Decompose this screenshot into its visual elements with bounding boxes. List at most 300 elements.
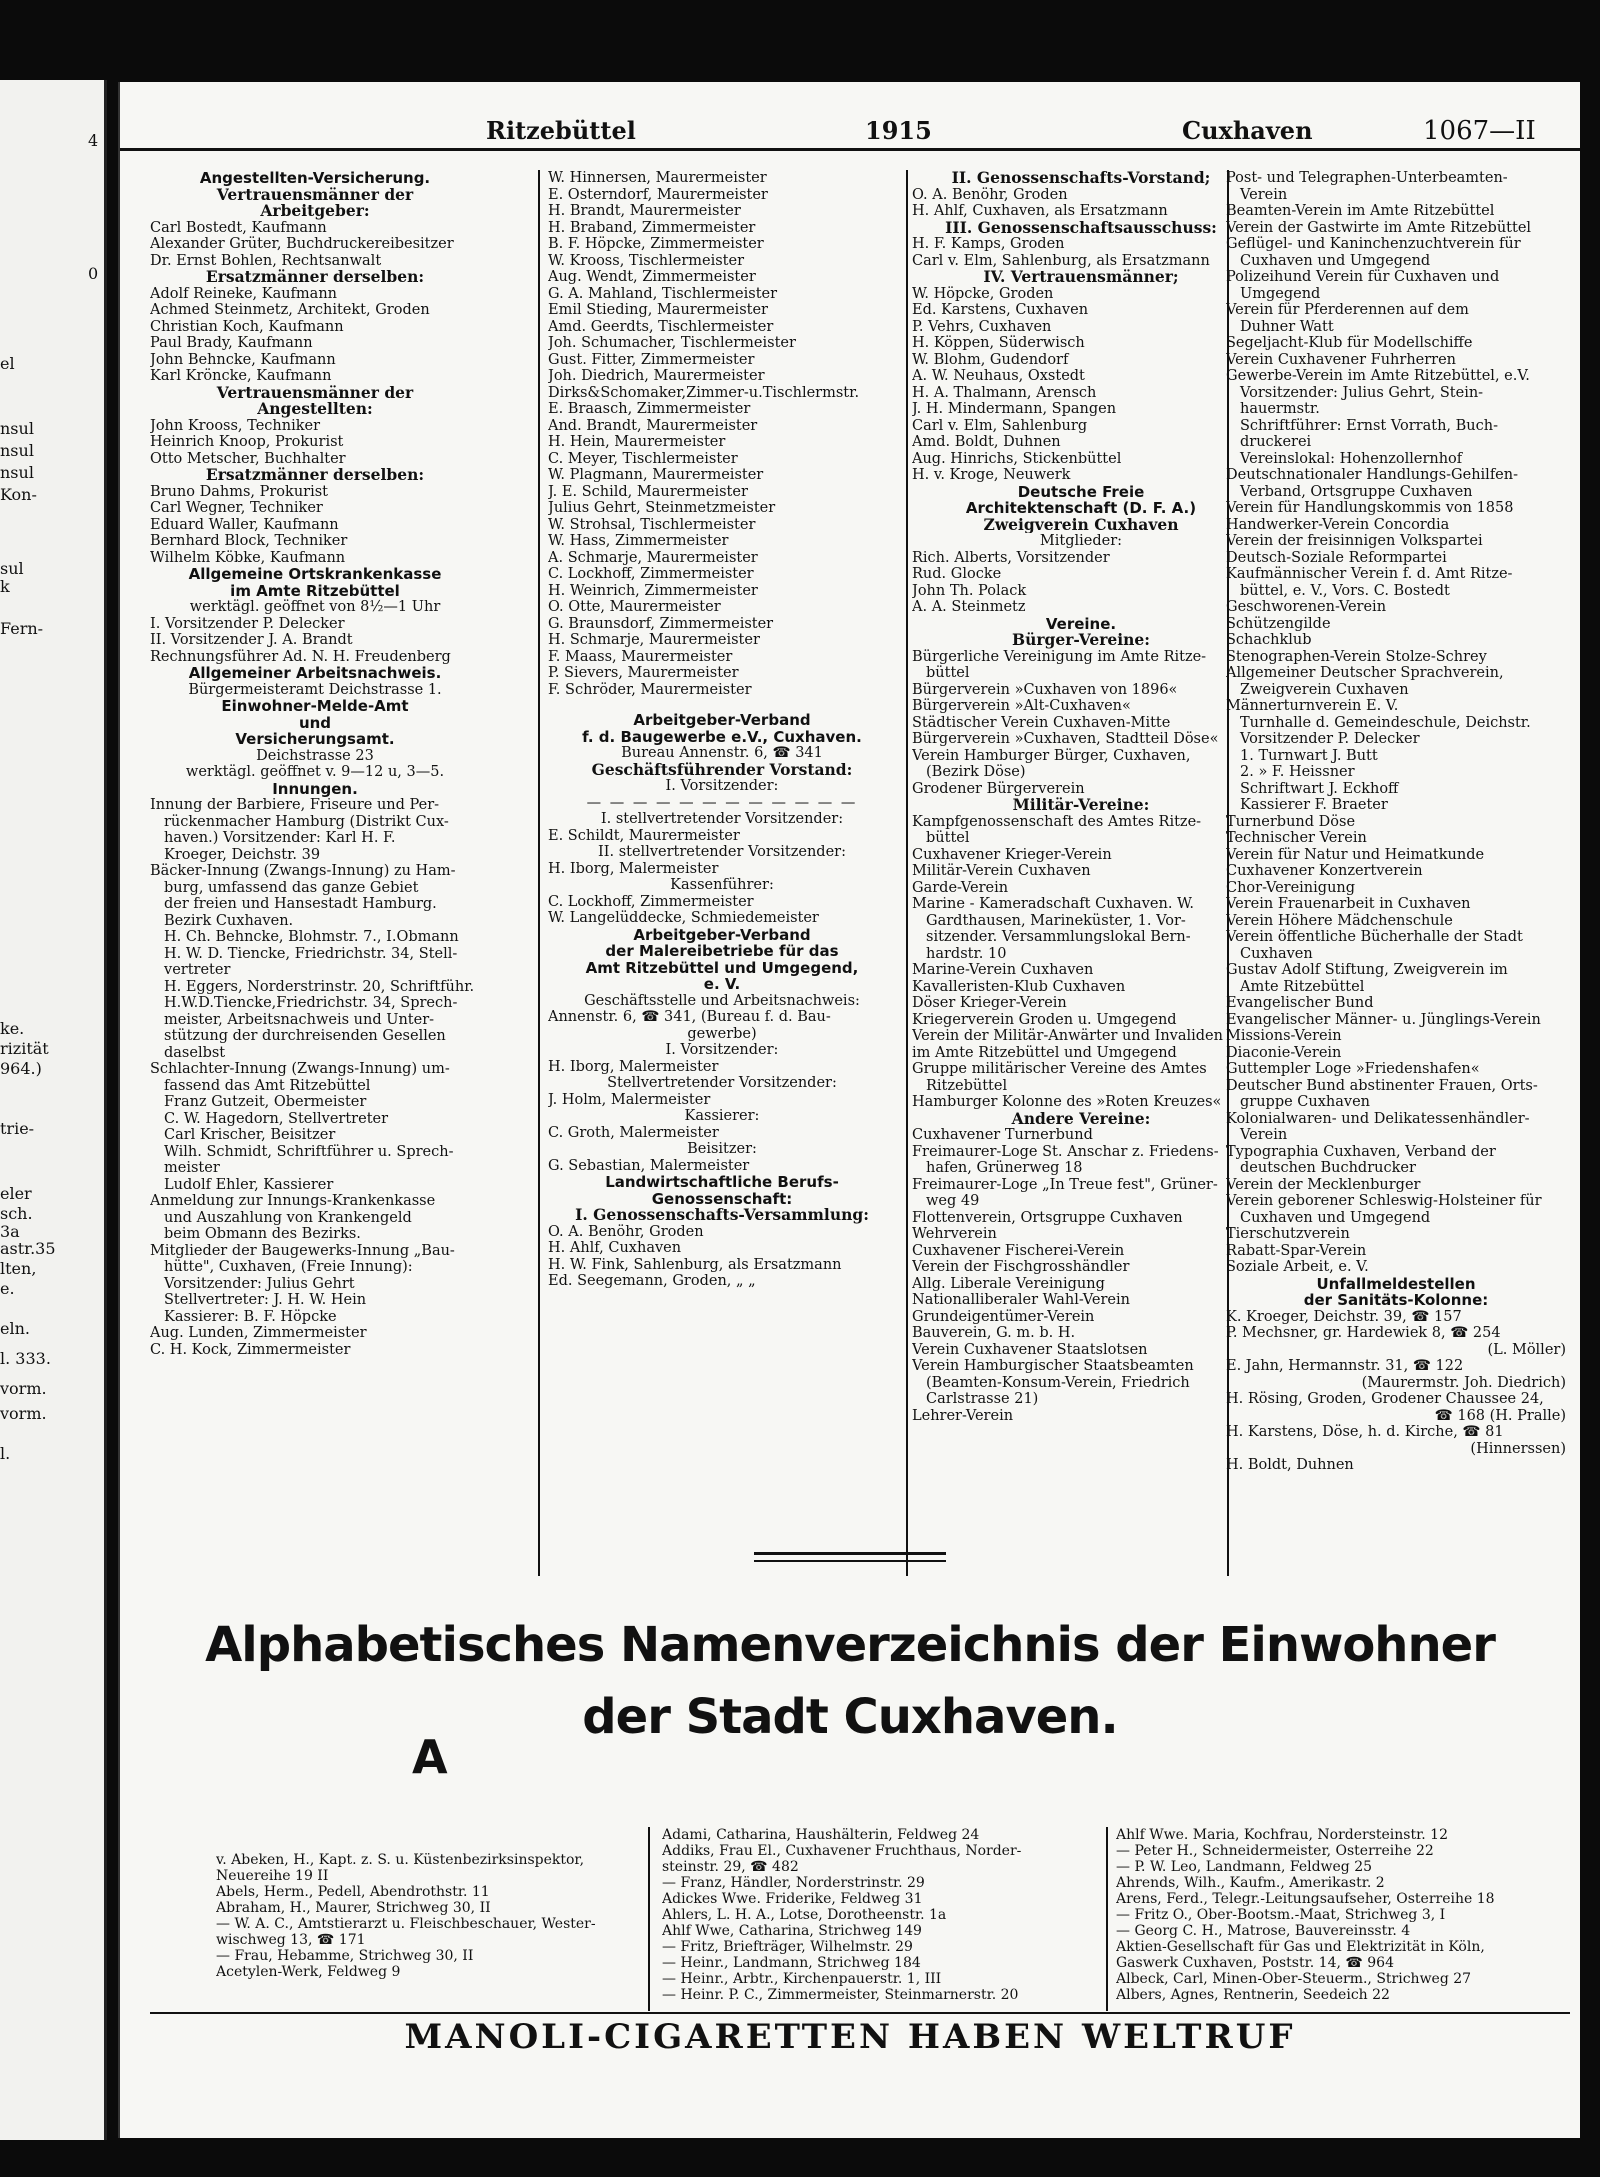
directory-entry: Grodener Bürgerverein: [912, 780, 1085, 797]
directory-entry: I. stellvertretender Vorsitzender:: [600, 811, 844, 827]
directory-entry: deutschen Buchdrucker: [1240, 1160, 1416, 1176]
directory-entry: O. A. Benöhr, Groden: [548, 1223, 704, 1240]
directory-entry: Gustav Adolf Stiftung, Zweigverein im: [1226, 962, 1508, 978]
directory-entry: (Beamten-Konsum-Verein, Friedrich: [926, 1374, 1190, 1391]
section-heading: Einwohner-Melde-Amt: [221, 698, 409, 715]
margin-fragment: vorm.: [0, 1404, 47, 1423]
directory-entry: W. Strohsal, Tischlermeister: [548, 516, 756, 533]
section-heading: Allgemeiner Arbeitsnachweis.: [188, 665, 442, 682]
directory-entry: Verein Hamburger Bürger, Cuxhaven,: [912, 747, 1191, 764]
directory-entry: Verein: [1240, 1127, 1288, 1143]
directory-entry: [548, 698, 896, 712]
section-heading: Ersatzmänner derselben:: [205, 467, 425, 484]
directory-entry: — Frau, Hebamme, Strichweg 30, II: [216, 1948, 474, 1964]
directory-entry: daselbst: [164, 1044, 226, 1061]
directory-entry: Duhner Watt: [1240, 318, 1334, 335]
directory-entry: H. Hein, Maurermeister: [548, 434, 726, 450]
left-page-edge: [0, 80, 107, 2140]
directory-entry: Hamburger Kolonne des »Roten Kreuzes«: [912, 1094, 1222, 1110]
directory-entry: Garde-Verein: [912, 879, 1009, 896]
directory-entry: Anmeldung zur Innungs-Krankenkasse: [150, 1193, 436, 1209]
column-divider: [906, 170, 908, 1576]
margin-fragment: nsul: [0, 441, 34, 460]
directory-entry: Verein für Natur und Heimatkunde: [1226, 846, 1485, 863]
directory-entry: Schachklub: [1226, 632, 1312, 648]
directory-entry: 2. » F. Heissner: [1240, 764, 1355, 780]
directory-entry: Verein der Gastwirte im Amte Ritzebüttel: [1226, 219, 1532, 236]
directory-entry: Verein Frauenarbeit in Cuxhaven: [1226, 896, 1471, 912]
directory-entry: Joh. Diedrich, Maurermeister: [548, 368, 765, 384]
directory-entry: Tierschutzverein: [1226, 1226, 1350, 1242]
directory-entry: Turnhalle d. Gemeindeschule, Deichstr.: [1240, 714, 1531, 731]
section-heading: im Amte Ritzebüttel: [230, 582, 400, 599]
directory-entry: Bezirk Cuxhaven.: [164, 912, 294, 929]
directory-entry: Geschworenen-Verein: [1226, 599, 1387, 615]
directory-entry: G. A. Mahland, Tischlermeister: [548, 285, 778, 302]
directory-entry: sitzender. Versammlungslokal Bern-: [926, 929, 1191, 945]
directory-entry: I. Vorsitzender:: [665, 1042, 779, 1058]
directory-entry: Albeck, Carl, Minen-Ober-Steuerm., Strichweg 27: [1116, 1971, 1472, 1987]
directory-entry: büttel, e. V., Vors. C. Bostedt: [1240, 582, 1450, 599]
directory-entry: W. Langelüddecke, Schmiedemeister: [548, 910, 819, 926]
directory-entry: Freimaurer-Loge „In Treue fest", Grüner-: [912, 1176, 1218, 1193]
directory-entry: F. Schröder, Maurermeister: [548, 681, 752, 698]
directory-entry: (Maurermstr. Joh. Diedrich): [1361, 1374, 1566, 1391]
directory-entry: Geflügel- und Kaninchenzuchtverein für: [1226, 236, 1521, 252]
margin-fragment: el: [0, 354, 15, 373]
directory-entry: Aug. Hinrichs, Stickenbüttel: [912, 450, 1122, 467]
directory-entry: P. Sievers, Maurermeister: [548, 665, 739, 681]
directory-entry: A. W. Neuhaus, Oxstedt: [912, 368, 1085, 384]
directory-entry: Bruno Dahms, Prokurist: [150, 483, 329, 500]
directory-entry: gruppe Cuxhaven: [1240, 1094, 1371, 1110]
directory-entry: Franz Gutzeit, Obermeister: [164, 1094, 367, 1110]
directory-entry: I. Vorsitzender:: [665, 778, 779, 794]
directory-entry: Ahlers, L. H. A., Lotse, Dorotheenstr. 1a: [662, 1907, 947, 1923]
section-heading: Versicherungsamt.: [235, 731, 395, 748]
directory-entry: Rud. Glocke: [912, 566, 1002, 582]
directory-entry: — P. W. Leo, Landmann, Feldweg 25: [1116, 1859, 1373, 1875]
section-heading: Allgemeine Ortskrankenkasse: [188, 566, 442, 583]
section-heading: f. d. Baugewerbe e.V., Cuxhaven.: [582, 728, 862, 745]
directory-entry: Guttempler Loge »Friedenshafen«: [1226, 1061, 1480, 1077]
directory-entry: (Bezirk Döse): [926, 764, 1026, 780]
directory-entry: Bürgerliche Vereinigung im Amte Ritze-: [912, 648, 1207, 665]
directory-entry: W. Hass, Zimmermeister: [548, 533, 729, 549]
directory-entry: Cuxhavener Turnerbund: [912, 1127, 1093, 1143]
directory-entry: H. Köppen, Süderwisch: [912, 335, 1085, 351]
directory-entry: meister: [164, 1160, 220, 1176]
directory-entry: Bäcker-Innung (Zwangs-Innung) zu Ham-: [150, 863, 456, 879]
directory-entry: Verein für Handlungskommis von 1858: [1226, 500, 1514, 516]
section-heading: Zweigverein Cuxhaven: [983, 516, 1179, 533]
directory-entry: II. stellvertretender Vorsitzender:: [598, 844, 846, 860]
directory-entry: Segeljacht-Klub für Modellschiffe: [1226, 335, 1473, 351]
directory-entry: G. Sebastian, Malermeister: [548, 1157, 750, 1174]
margin-fragment: eler: [0, 1184, 32, 1203]
directory-entry: Cuxhaven und Umgegend: [1240, 1209, 1431, 1226]
directory-entry: Zweigverein Cuxhaven: [1240, 681, 1409, 698]
section-letter: A: [412, 1730, 448, 1784]
directory-entry: Carl Krischer, Beisitzer: [164, 1127, 336, 1143]
directory-entry: Cuxhavener Konzertverein: [1226, 863, 1423, 879]
directory-entry: C. Lockhoff, Zimmermeister: [548, 893, 754, 910]
directory-entry: Aug. Lunden, Zimmermeister: [150, 1325, 367, 1341]
directory-entry: H. Schmarje, Maurermeister: [548, 632, 760, 648]
directory-entry: Gardthausen, Marineküster, 1. Vor-: [926, 912, 1186, 929]
section-heading: Vertrauensmänner der: [216, 384, 414, 401]
directory-entry: C. H. Kock, Zimmermeister: [150, 1341, 351, 1358]
margin-fragment: vorm.: [0, 1379, 47, 1398]
directory-entry: Rechnungsführer Ad. N. H. Freudenberg: [150, 648, 451, 665]
directory-entry: J. E. Schild, Maurermeister: [548, 483, 748, 500]
directory-entry: Gruppe militärischer Vereine des Amtes: [912, 1061, 1207, 1077]
directory-entry: I. Vorsitzender P. Delecker: [150, 615, 345, 632]
directory-entry: Verein Cuxhavener Staatslotsen: [912, 1341, 1148, 1358]
directory-entry: Bürgerverein »Cuxhaven von 1896«: [912, 681, 1178, 698]
directory-entry: H. Boldt, Duhnen: [1226, 1457, 1354, 1473]
directory-entry: Polizeihund Verein für Cuxhaven und: [1226, 269, 1500, 285]
directory-entry: Lehrer-Verein: [912, 1407, 1014, 1424]
directory-entry: Julius Gehrt, Steinmetzmeister: [548, 500, 776, 516]
directory-entry: steinstr. 29, ☎ 482: [662, 1859, 799, 1875]
directory-entry: Deutschnationaler Handlungs-Gehilfen-: [1226, 467, 1519, 483]
directory-entry: H. Rösing, Groden, Grodener Chaussee 24,: [1226, 1391, 1544, 1407]
directory-entry: H. Iborg, Malermeister: [548, 860, 719, 877]
directory-entry: Typographia Cuxhaven, Verband der: [1226, 1143, 1496, 1160]
directory-entry: Gaswerk Cuxhaven, Poststr. 14, ☎ 964: [1116, 1955, 1394, 1971]
index-title-line-2: der Stadt Cuxhaven.: [582, 1689, 1118, 1745]
directory-entry: Gewerbe-Verein im Amte Ritzebüttel, e.V.: [1226, 368, 1530, 384]
directory-entry: H. Ahlf, Cuxhaven: [548, 1240, 682, 1256]
section-heading: Arbeitgeber-Verband: [633, 926, 811, 943]
directory-entry: G. Braunsdorf, Zimmermeister: [548, 615, 774, 632]
column-1: [150, 170, 480, 1358]
directory-entry: Mitglieder:: [1039, 533, 1123, 549]
directory-entry: Rabatt-Spar-Verein: [1226, 1242, 1367, 1259]
section-heading: Arbeitgeber-Verband: [633, 712, 811, 729]
margin-fragment: 964.): [0, 1059, 42, 1078]
section-heading: Architektenschaft (D. F. A.): [965, 500, 1197, 517]
directory-entry: büttel: [926, 830, 970, 846]
directory-entry: Adickes Wwe. Friderike, Feldweg 31: [662, 1891, 923, 1907]
directory-entry: Kampfgenossenschaft des Amtes Ritze-: [912, 813, 1202, 830]
directory-entry: (Hinnerssen): [1470, 1440, 1566, 1457]
directory-entry: Verein: [1240, 186, 1288, 203]
margin-fragment: trie-: [0, 1119, 35, 1138]
directory-entry: Umgegend: [1240, 285, 1321, 302]
margin-fragment: 0: [88, 264, 99, 283]
directory-entry: H. Ch. Behncke, Blohmstr. 7., I.Obmann: [164, 929, 459, 945]
directory-entry: büttel: [926, 665, 970, 681]
directory-entry: Ed. Seegemann, Groden, „ „: [548, 1273, 756, 1289]
column-4: [1226, 170, 1566, 1474]
directory-entry: Verein der Militär-Anwärter und Invaliden: [912, 1028, 1223, 1044]
directory-entry: Schützengilde: [1226, 615, 1331, 632]
directory-entry: O. A. Benöhr, Groden: [912, 186, 1068, 203]
directory-entry: Kaufmännischer Verein f. d. Amt Ritze-: [1226, 566, 1513, 582]
directory-entry: Mitglieder der Baugewerks-Innung „Bau-: [150, 1242, 455, 1259]
directory-entry: Karl Kröncke, Kaufmann: [150, 368, 332, 384]
directory-entry: weg 49: [926, 1193, 980, 1209]
directory-entry: Verein der freisinnigen Volkspartei: [1226, 533, 1483, 549]
directory-entry: — Fritz, Briefträger, Wilhelmstr. 29: [662, 1939, 913, 1955]
directory-entry: Männerturnverein E. V.: [1226, 698, 1399, 714]
directory-entry: Verein Höhere Mädchenschule: [1226, 912, 1453, 929]
margin-fragment: nsul: [0, 463, 34, 482]
directory-entry: Missions-Verein: [1226, 1028, 1342, 1044]
directory-entry: Aktien-Gesellschaft für Gas und Elektrizität in Köln,: [1116, 1939, 1485, 1955]
directory-entry: Deichstrasse 23: [256, 747, 374, 764]
directory-entry: C. Lockhoff, Zimmermeister: [548, 566, 754, 582]
directory-entry: gewerbe): [687, 1025, 757, 1042]
directory-entry: Arens, Ferd., Telegr.-Leitungsaufseher, Osterreihe 18: [1116, 1891, 1495, 1907]
directory-entry: Paul Brady, Kaufmann: [150, 335, 313, 351]
directory-entry: Addiks, Frau El., Cuxhavener Fruchthaus, Norder-: [662, 1843, 1022, 1859]
margin-fragment: ke.: [0, 1019, 25, 1038]
directory-entry: Nationalliberaler Wahl-Verein: [912, 1292, 1130, 1308]
directory-entry: Marine - Kameradschaft Cuxhaven. W.: [912, 896, 1195, 912]
margin-fragment: nsul: [0, 419, 34, 438]
section-heading: Landwirtschaftliche Berufs-: [605, 1174, 839, 1191]
directory-entry: H. W. Fink, Sahlenburg, als Ersatzmann: [548, 1256, 842, 1273]
directory-entry: hafen, Grünerweg 18: [926, 1160, 1083, 1176]
directory-entry: Emil Stieding, Maurermeister: [548, 302, 768, 318]
margin-fragment: 4: [88, 131, 99, 150]
directory-entry: Cuxhaven und Umgegend: [1240, 252, 1431, 269]
directory-entry: hardstr. 10: [926, 945, 1007, 962]
margin-fragment: l. 333.: [0, 1349, 51, 1368]
directory-entry: Achmed Steinmetz, Architekt, Groden: [150, 302, 430, 318]
section-heading: I. Genossenschafts-Versammlung:: [575, 1207, 869, 1224]
directory-entry: Ahrends, Wilh., Kaufm., Amerikastr. 2: [1116, 1875, 1385, 1891]
directory-entry: Döser Krieger-Verein: [912, 995, 1067, 1011]
directory-entry: H. W. D. Tiencke, Friedrichstr. 34, Stell-: [164, 945, 458, 962]
directory-entry: Post- und Telegraphen-Unterbeamten-: [1226, 170, 1508, 186]
directory-entry: Kroeger, Deichstr. 39: [164, 846, 321, 863]
directory-entry: vertreter: [164, 962, 231, 978]
directory-entry: druckerei: [1240, 434, 1312, 450]
margin-fragment: rizität: [0, 1039, 49, 1058]
margin-fragment: Kon-: [0, 485, 37, 504]
section-heading: der Sanitäts-Kolonne:: [1303, 1292, 1489, 1309]
directory-entry: wischweg 13, ☎ 171: [216, 1932, 366, 1948]
directory-entry: — — — — — — — — — — — —: [586, 794, 858, 811]
directory-entry: Verein der Mecklenburger: [1226, 1176, 1421, 1193]
directory-entry: H. Iborg, Malermeister: [548, 1058, 719, 1075]
advertisement: MANOLI-CIGARETTEN HABEN WELTRUF: [404, 2017, 1296, 2057]
directory-entry: Freimaurer-Loge St. Anschar z. Friedens-: [912, 1143, 1219, 1160]
directory-entry: Verein für Pferderennen auf dem: [1226, 302, 1469, 318]
margin-fragment: l.: [0, 1444, 11, 1463]
section-heading: Militär-Vereine:: [1012, 797, 1150, 814]
directory-entry: II. Vorsitzender J. A. Brandt: [150, 632, 353, 648]
directory-entry: Adolf Reineke, Kaufmann: [150, 285, 337, 302]
directory-entry: Soziale Arbeit, e. V.: [1226, 1259, 1369, 1275]
directory-entry: burg, umfassend das ganze Gebiet: [164, 879, 419, 896]
directory-page: [118, 82, 1580, 2138]
directory-entry: A. A. Steinmetz: [912, 599, 1026, 615]
margin-fragment: astr.35: [0, 1239, 56, 1258]
separator-rule: [754, 1560, 946, 1562]
directory-entry: — Franz, Händler, Norderstrinstr. 29: [662, 1875, 925, 1891]
directory-entry: Militär-Verein Cuxhaven: [912, 863, 1091, 879]
directory-entry: Gust. Fitter, Zimmermeister: [548, 351, 755, 368]
column-divider: [648, 1827, 650, 2011]
directory-entry: Diaconie-Verein: [1226, 1044, 1342, 1061]
directory-entry: Kriegerverein Groden u. Umgegend: [912, 1011, 1177, 1028]
directory-entry: O. Otte, Maurermeister: [548, 599, 721, 615]
directory-entry: Verband, Ortsgruppe Cuxhaven: [1240, 483, 1473, 500]
directory-entry: — Heinr., Arbtr., Kirchenpauerstr. 1, III: [662, 1971, 942, 1987]
header-left: Ritzebüttel: [486, 116, 636, 145]
directory-entry: Beamten-Verein im Amte Ritzebüttel: [1226, 203, 1495, 219]
directory-entry: Verein Hamburgischer Staatsbeamten: [912, 1358, 1194, 1374]
header-right: Cuxhaven: [1182, 116, 1313, 145]
directory-entry: Ritzebüttel: [926, 1077, 1008, 1094]
directory-entry: Annenstr. 6, ☎ 341, (Bureau f. d. Bau-: [548, 1009, 831, 1025]
directory-entry: und Auszahlung von Krankengeld: [164, 1209, 412, 1226]
directory-entry: Joh. Schumacher, Tischlermeister: [548, 335, 796, 351]
directory-entry: E. Braasch, Zimmermeister: [548, 401, 751, 417]
directory-entry: Geschäftsstelle und Arbeitsnachweis:: [584, 992, 860, 1009]
directory-entry: Carl v. Elm, Sahlenburg: [912, 417, 1088, 434]
directory-entry: H. Eggers, Norderstrinstr. 20, Schriftführ.: [164, 978, 475, 995]
directory-entry: H. F. Kamps, Groden: [912, 236, 1065, 252]
directory-entry: Allgemeiner Deutscher Sprachverein,: [1226, 665, 1504, 681]
directory-entry: Wehrverein: [912, 1226, 997, 1242]
directory-entry: K. Kroeger, Deichstr. 39, ☎ 157: [1226, 1308, 1462, 1325]
directory-entry: W. Höpcke, Groden: [912, 285, 1054, 302]
directory-entry: J. Holm, Malermeister: [548, 1091, 711, 1108]
directory-entry: Evangelischer Männer- u. Jünglings-Verein: [1226, 1011, 1541, 1028]
separator-rule: [754, 1552, 946, 1555]
directory-entry: werktägl. geöffnet v. 9—12 u, 3—5.: [185, 764, 445, 780]
section-heading: Geschäftsführender Vorstand:: [591, 761, 853, 778]
directory-entry: Dr. Ernst Bohlen, Rechtsanwalt: [150, 252, 382, 269]
directory-entry: Kassenführer:: [670, 877, 774, 893]
directory-entry: H. Karstens, Döse, h. d. Kirche, ☎ 81: [1226, 1424, 1504, 1440]
section-heading: IV. Vertrauensmänner;: [983, 269, 1179, 286]
directory-entry: 1. Turnwart J. Butt: [1240, 747, 1378, 764]
section-heading: Amt Ritzebüttel und Umgegend,: [585, 959, 859, 976]
directory-entry: Vereinslokal: Hohenzollernhof: [1240, 450, 1463, 467]
page-number: 1067—II: [1423, 116, 1536, 146]
directory-entry: C. W. Hagedorn, Stellvertreter: [164, 1110, 389, 1127]
directory-entry: Bürgerverein »Cuxhaven, Stadtteil Döse«: [912, 731, 1219, 747]
column-2: [548, 170, 896, 1290]
column-divider: [538, 170, 540, 1576]
directory-entry: H. v. Kroge, Neuwerk: [912, 467, 1071, 483]
directory-entry: hauermstr.: [1240, 401, 1320, 417]
directory-entry: W. Blohm, Gudendorf: [912, 351, 1069, 368]
section-heading: e. V.: [703, 976, 741, 993]
directory-entry: Acetylen-Werk, Feldweg 9: [216, 1964, 401, 1980]
directory-entry: Verein der Fischgrosshändler: [912, 1259, 1130, 1275]
section-heading: II. Genossenschafts-Vorstand;: [951, 170, 1211, 187]
directory-entry: werktägl. geöffnet von 8½—1 Uhr: [189, 599, 441, 615]
section-heading: Angestellten:: [257, 401, 373, 418]
directory-entry: H. A. Thalmann, Arensch: [912, 384, 1097, 401]
directory-entry: Wilh. Schmidt, Schriftführer u. Sprech-: [164, 1143, 454, 1160]
directory-entry: hütte", Cuxhaven, (Freie Innung):: [164, 1259, 413, 1275]
column-divider: [1106, 1827, 1108, 2011]
directory-entry: Schriftwart J. Eckhoff: [1240, 780, 1399, 797]
directory-entry: Wilhelm Köbke, Kaufmann: [150, 549, 346, 566]
directory-entry: Schriftführer: Ernst Vorrath, Buch-: [1240, 417, 1498, 434]
directory-entry: stützung der durchreisenden Gesellen: [164, 1028, 446, 1044]
directory-entry: Ahlf Wwe, Catharina, Strichweg 149: [662, 1923, 922, 1939]
directory-entry: Innung der Barbiere, Friseure und Per-: [150, 797, 440, 813]
directory-entry: Verein geborener Schleswig-Holsteiner für: [1226, 1193, 1542, 1209]
directory-entry: Carl Bostedt, Kaufmann: [150, 219, 327, 236]
directory-entry: — Heinr., Landmann, Strichweg 184: [662, 1955, 921, 1971]
section-heading: Vertrauensmänner der: [216, 186, 414, 203]
directory-entry: Deutsch-Soziale Reformpartei: [1226, 549, 1447, 566]
directory-entry: meister, Arbeitsnachweis und Unter-: [164, 1011, 435, 1028]
directory-entry: Rich. Alberts, Vorsitzender: [912, 549, 1110, 566]
directory-entry: Cuxhavener Krieger-Verein: [912, 846, 1112, 863]
directory-entry: Stellvertreter: J. H. W. Hein: [164, 1292, 367, 1308]
directory-entry: Turnerbund Döse: [1226, 813, 1356, 830]
directory-entry: im Amte Ritzebüttel und Umgegend: [912, 1044, 1177, 1061]
directory-entry: Chor-Vereinigung: [1226, 879, 1356, 896]
directory-entry: A. Schmarje, Maurermeister: [548, 549, 758, 566]
directory-entry: Städtischer Verein Cuxhaven-Mitte: [912, 714, 1171, 731]
directory-entry: Flottenverein, Ortsgruppe Cuxhaven: [912, 1209, 1183, 1226]
directory-entry: Vorsitzender: Julius Gehrt: [164, 1275, 355, 1292]
directory-entry: rückenmacher Hamburg (Distrikt Cux-: [164, 813, 449, 830]
directory-entry: Deutscher Bund abstinenter Frauen, Orts-: [1226, 1077, 1538, 1094]
margin-fragment: lten,: [0, 1259, 37, 1278]
directory-entry: — Georg C. H., Matrose, Bauvereinsstr. 4: [1116, 1923, 1411, 1939]
directory-entry: H. Braband, Zimmermeister: [548, 219, 756, 236]
directory-entry: Bernhard Block, Techniker: [150, 533, 348, 549]
directory-entry: C. Meyer, Tischlermeister: [548, 450, 738, 467]
directory-entry: B. F. Höpcke, Zimmermeister: [548, 236, 764, 252]
directory-entry: E. Schildt, Maurermeister: [548, 827, 740, 844]
directory-entry: (L. Möller): [1487, 1341, 1566, 1358]
margin-fragment: eln.: [0, 1319, 30, 1338]
directory-entry: Heinrich Knoop, Prokurist: [150, 434, 344, 450]
directory-entry: H.W.D.Tiencke,Friedrichstr. 34, Sprech-: [164, 995, 458, 1011]
directory-entry: Amd. Boldt, Duhnen: [912, 434, 1061, 450]
index-title-line-1: Alphabetisches Namenverzeichnis der Einwohner: [205, 1617, 1495, 1673]
directory-entry: Carlstrasse 21): [926, 1391, 1039, 1407]
directory-entry: Carl v. Elm, Sahlenburg, als Ersatzmann: [912, 252, 1210, 269]
margin-fragment: k: [0, 577, 10, 596]
directory-entry: Vorsitzender: Julius Gehrt, Stein-: [1240, 384, 1484, 401]
directory-entry: F. Maass, Maurermeister: [548, 648, 733, 665]
directory-entry: E. Jahn, Hermannstr. 31, ☎ 122: [1226, 1358, 1464, 1374]
section-heading: Angestellten-Versicherung.: [199, 170, 431, 187]
directory-entry: Aug. Wendt, Zimmermeister: [548, 269, 756, 285]
directory-entry: Ludolf Ehler, Kassierer: [164, 1176, 334, 1193]
section-heading: Unfallmeldestellen: [1316, 1275, 1476, 1292]
section-heading: Vereine.: [1045, 615, 1117, 632]
directory-entry: — W. A. C., Amtstierarzt u. Fleischbeschauer, Wester-: [216, 1916, 596, 1932]
margin-fragment: sul: [0, 559, 24, 578]
directory-entry: Verein Cuxhavener Fuhrherren: [1226, 351, 1457, 368]
directory-entry: And. Brandt, Maurermeister: [548, 417, 758, 434]
section-heading: III. Genossenschaftsausschuss:: [945, 219, 1217, 236]
directory-entry: John Th. Polack: [912, 582, 1027, 599]
section-heading: Bürger-Vereine:: [1012, 632, 1150, 649]
directory-entry: haven.) Vorsitzender: Karl H. F.: [164, 830, 396, 846]
directory-entry: Neuereihe 19 II: [216, 1868, 329, 1884]
directory-entry: Ahlf Wwe. Maria, Kochfrau, Nordersteinstr. 12: [1116, 1827, 1448, 1843]
directory-entry: Alexander Grüter, Buchdruckereibesitzer: [150, 236, 454, 252]
